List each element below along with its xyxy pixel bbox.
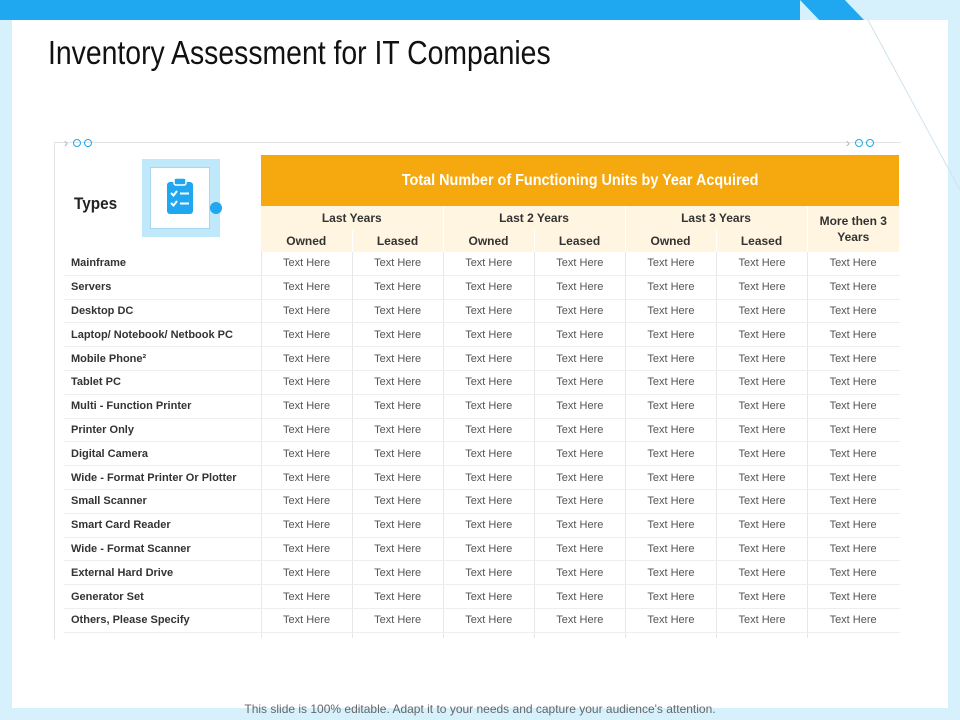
table-cell: Text Here xyxy=(374,400,422,413)
table-row xyxy=(64,276,900,300)
table-cell: Text Here xyxy=(829,304,877,317)
table-cell: Text Here xyxy=(647,447,695,460)
right-decoration xyxy=(846,136,874,150)
table-cell: Text Here xyxy=(374,328,422,341)
table-row xyxy=(64,490,900,514)
table-cell: Text Here xyxy=(374,447,422,460)
table-cell: Text Here xyxy=(374,352,422,365)
table-cell: Text Here xyxy=(465,423,513,436)
units-banner xyxy=(261,155,899,206)
table-row xyxy=(64,585,900,609)
table-row xyxy=(64,395,900,419)
table-cell: Text Here xyxy=(374,376,422,389)
table-cell: Text Here xyxy=(283,614,331,627)
table-cell: Text Here xyxy=(647,566,695,579)
table-cell: Text Here xyxy=(829,471,877,484)
table-cell: Text Here xyxy=(374,471,422,484)
table-cell: Text Here xyxy=(465,566,513,579)
table-cell: Text Here xyxy=(556,328,604,341)
table-cell: Text Here xyxy=(738,566,786,579)
table-cell: Text Here xyxy=(556,257,604,270)
table-cell: Text Here xyxy=(283,542,331,555)
row-label: Desktop DC xyxy=(71,304,134,317)
table-cell: Text Here xyxy=(465,352,513,365)
sub-header: Leased xyxy=(534,230,625,252)
table-cell: Text Here xyxy=(374,281,422,294)
footer-note: This slide is 100% editable. Adapt it to your needs and capture your audience's attention. xyxy=(244,702,716,716)
connector-dot xyxy=(210,202,222,214)
row-label: Digital Camera xyxy=(71,447,149,460)
table-cell: Text Here xyxy=(647,519,695,532)
table-cell: Text Here xyxy=(283,519,331,532)
period-header: Last 3 Years xyxy=(625,206,807,230)
table-cell: Text Here xyxy=(738,447,786,460)
table-cell: Text Here xyxy=(283,400,331,413)
table-cell: Text Here xyxy=(465,519,513,532)
table-cell: Text Here xyxy=(374,423,422,436)
table-cell: Text Here xyxy=(647,281,695,294)
table-cell: Text Here xyxy=(738,281,786,294)
table-cell: Text Here xyxy=(465,590,513,603)
table-cell: Text Here xyxy=(738,423,786,436)
table-cell: Text Here xyxy=(283,423,331,436)
table-row xyxy=(64,252,900,276)
table-cell: Text Here xyxy=(829,590,877,603)
table-cell: Text Here xyxy=(465,281,513,294)
table-cell: Text Here xyxy=(465,471,513,484)
table-cell: Text Here xyxy=(374,304,422,317)
table-cell: Text Here xyxy=(374,614,422,627)
row-label: Generator Set xyxy=(71,590,144,603)
row-label: Mainframe xyxy=(71,257,127,270)
table-cell: Text Here xyxy=(465,400,513,413)
types-icon-card xyxy=(150,167,210,229)
sub-header: Owned xyxy=(261,230,352,252)
table-cell: Text Here xyxy=(283,447,331,460)
table-cell: Text Here xyxy=(283,376,331,389)
table-cell: Text Here xyxy=(374,566,422,579)
header-table xyxy=(261,206,899,252)
left-decoration xyxy=(64,136,92,150)
table-cell: Text Here xyxy=(647,257,695,270)
table-cell: Text Here xyxy=(738,328,786,341)
table-cell: Text Here xyxy=(829,400,877,413)
ring-icon xyxy=(73,139,81,147)
page-title: Inventory Assessment for IT Companies xyxy=(48,34,551,71)
table-cell: Text Here xyxy=(829,566,877,579)
table-cell: Text Here xyxy=(556,495,604,508)
table-cell: Text Here xyxy=(647,328,695,341)
table-cell: Text Here xyxy=(556,471,604,484)
table-cell: Text Here xyxy=(465,614,513,627)
table-cell: Text Here xyxy=(647,542,695,555)
table-cell: Text Here xyxy=(465,328,513,341)
table-cell: Text Here xyxy=(738,352,786,365)
clipboard-checklist-icon xyxy=(151,168,209,228)
table-cell: Text Here xyxy=(829,352,877,365)
row-label: Servers xyxy=(71,281,112,294)
table-cell: Text Here xyxy=(829,423,877,436)
table-cell: Text Here xyxy=(738,376,786,389)
row-label: Small Scanner xyxy=(71,495,147,508)
table-cell: Text Here xyxy=(556,542,604,555)
table-cell: Text Here xyxy=(374,542,422,555)
table-cell: Text Here xyxy=(374,495,422,508)
table-cell: Text Here xyxy=(829,281,877,294)
table-cell: Text Here xyxy=(283,566,331,579)
table-cell: Text Here xyxy=(283,495,331,508)
table-cell: Text Here xyxy=(556,590,604,603)
table-cell: Text Here xyxy=(465,447,513,460)
table-row xyxy=(64,371,900,395)
table-cell: Text Here xyxy=(283,304,331,317)
table-cell: Text Here xyxy=(556,519,604,532)
table-cell: Text Here xyxy=(829,495,877,508)
table-cell: Text Here xyxy=(556,423,604,436)
table-cell: Text Here xyxy=(738,590,786,603)
row-label: Printer Only xyxy=(71,423,134,436)
table-cell: Text Here xyxy=(647,304,695,317)
table-cell: Text Here xyxy=(829,257,877,270)
period-header: Last 2 Years xyxy=(443,206,625,230)
table-cell: Text Here xyxy=(829,376,877,389)
table-cell: Text Here xyxy=(647,471,695,484)
inventory-rows xyxy=(64,252,900,633)
table-cell: Text Here xyxy=(556,614,604,627)
table-cell: Text Here xyxy=(465,257,513,270)
table-cell: Text Here xyxy=(465,542,513,555)
table-cell: Text Here xyxy=(738,614,786,627)
table-cell: Text Here xyxy=(647,352,695,365)
row-label: External Hard Drive xyxy=(71,566,174,579)
table-cell: Text Here xyxy=(556,304,604,317)
table-cell: Text Here xyxy=(647,376,695,389)
table-row xyxy=(64,300,900,324)
table-cell: Text Here xyxy=(738,495,786,508)
row-label: Laptop/ Notebook/ Netbook PC xyxy=(71,328,233,341)
table-cell: Text Here xyxy=(829,447,877,460)
table-cell: Text Here xyxy=(283,328,331,341)
table-row xyxy=(64,419,900,443)
ring-icon xyxy=(84,139,92,147)
table-cell: Text Here xyxy=(647,400,695,413)
types-heading: Types xyxy=(74,194,118,213)
table-row xyxy=(64,561,900,585)
more-than-header: More then 3 Years xyxy=(807,206,899,252)
table-cell: Text Here xyxy=(738,471,786,484)
row-label: Others, Please Specify xyxy=(71,614,190,627)
table-cell: Text Here xyxy=(738,400,786,413)
table-cell: Text Here xyxy=(829,328,877,341)
table-cell: Text Here xyxy=(556,281,604,294)
table-cell: Text Here xyxy=(647,423,695,436)
table-cell: Text Here xyxy=(647,614,695,627)
row-label: Wide - Format Scanner xyxy=(71,542,191,555)
table-cell: Text Here xyxy=(283,352,331,365)
table-cell: Text Here xyxy=(374,519,422,532)
table-cell: Text Here xyxy=(465,304,513,317)
row-label: Mobile Phone² xyxy=(71,352,147,365)
sub-header: Leased xyxy=(352,230,443,252)
types-icon-tile xyxy=(142,159,220,237)
period-header: Last Years xyxy=(261,206,443,230)
table-cell: Text Here xyxy=(556,376,604,389)
table-cell: Text Here xyxy=(738,257,786,270)
sub-header: Owned xyxy=(625,230,716,252)
table-row xyxy=(64,466,900,490)
table-row xyxy=(64,347,900,371)
table-row xyxy=(64,609,900,633)
table-cell: Text Here xyxy=(556,447,604,460)
table-cell: Text Here xyxy=(283,257,331,270)
row-label: Multi - Function Printer xyxy=(71,400,192,413)
table-row xyxy=(64,442,900,466)
table-cell: Text Here xyxy=(465,376,513,389)
table-cell: Text Here xyxy=(647,495,695,508)
ring-icon xyxy=(855,139,863,147)
table-cell: Text Here xyxy=(647,590,695,603)
table-row xyxy=(64,323,900,347)
table-cell: Text Here xyxy=(374,257,422,270)
sub-header: Owned xyxy=(443,230,534,252)
table-cell: Text Here xyxy=(283,281,331,294)
table-cell: Text Here xyxy=(738,304,786,317)
table-cell: Text Here xyxy=(465,495,513,508)
table-cell: Text Here xyxy=(829,519,877,532)
table-cell: Text Here xyxy=(283,471,331,484)
table-cell: Text Here xyxy=(829,614,877,627)
table-row xyxy=(64,538,900,562)
table-cell: Text Here xyxy=(556,566,604,579)
table-cell: Text Here xyxy=(829,542,877,555)
table-cell: Text Here xyxy=(738,542,786,555)
table-row xyxy=(64,514,900,538)
sub-header: Leased xyxy=(716,230,807,252)
table-cell: Text Here xyxy=(374,590,422,603)
row-label: Smart Card Reader xyxy=(71,519,171,532)
banner-title: Total Number of Functioning Units by Year Acquired xyxy=(401,171,759,189)
table-cell: Text Here xyxy=(556,400,604,413)
table-cell: Text Here xyxy=(738,519,786,532)
row-label: Wide - Format Printer Or Plotter xyxy=(71,471,237,484)
row-label: Tablet PC xyxy=(71,376,121,389)
table-cell: Text Here xyxy=(556,352,604,365)
ring-icon xyxy=(866,139,874,147)
table-cell: Text Here xyxy=(283,590,331,603)
